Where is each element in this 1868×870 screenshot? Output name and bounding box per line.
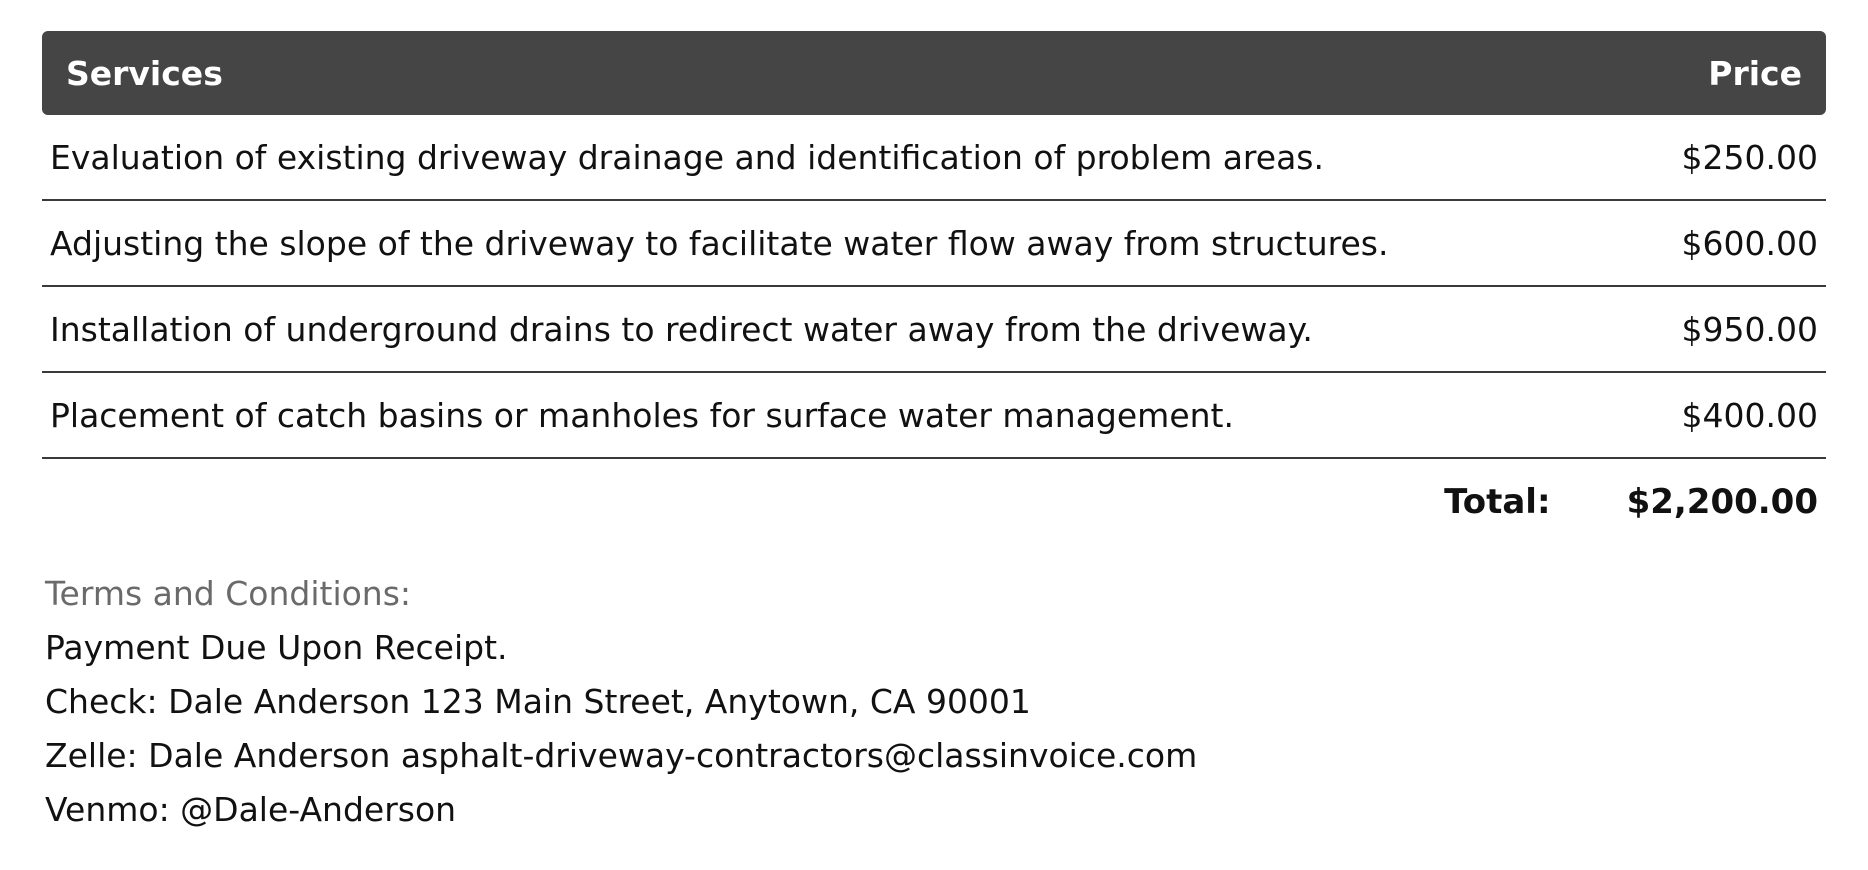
service-description: Adjusting the slope of the driveway to facilitate water flow away from structures. bbox=[50, 223, 1389, 263]
terms-title: Terms and Conditions: bbox=[45, 574, 412, 613]
services-column-header: Services bbox=[66, 53, 223, 93]
total-amount: $2,200.00 bbox=[1626, 482, 1818, 522]
table-row bbox=[42, 201, 1826, 287]
terms-and-conditions bbox=[42, 567, 1826, 837]
table-row bbox=[42, 287, 1826, 373]
total-row bbox=[42, 459, 1826, 545]
terms-check-info: Check: Dale Anderson 123 Main Street, Anytown, CA 90001 bbox=[45, 682, 1031, 721]
total-label: Total: bbox=[1444, 482, 1551, 522]
service-price: $950.00 bbox=[1681, 309, 1818, 349]
terms-payment-due: Payment Due Upon Receipt. bbox=[45, 628, 508, 667]
terms-venmo-info: Venmo: @Dale-Anderson bbox=[45, 790, 457, 829]
service-description: Installation of underground drains to redirect water away from the driveway. bbox=[50, 309, 1313, 349]
table-row bbox=[42, 373, 1826, 459]
terms-zelle-info: Zelle: Dale Anderson asphalt-driveway-contractors@classinvoice.com bbox=[45, 736, 1198, 775]
price-column-header: Price bbox=[1708, 53, 1802, 93]
service-price: $400.00 bbox=[1681, 395, 1818, 435]
table-row bbox=[42, 115, 1826, 201]
invoice-services-section bbox=[42, 31, 1826, 837]
service-price: $600.00 bbox=[1681, 223, 1818, 263]
service-description: Placement of catch basins or manholes for surface water management. bbox=[50, 395, 1234, 435]
services-table-body bbox=[42, 115, 1826, 459]
service-description: Evaluation of existing driveway drainage and identification of problem areas. bbox=[50, 137, 1324, 177]
services-table-header bbox=[42, 31, 1826, 115]
service-price: $250.00 bbox=[1681, 137, 1818, 177]
